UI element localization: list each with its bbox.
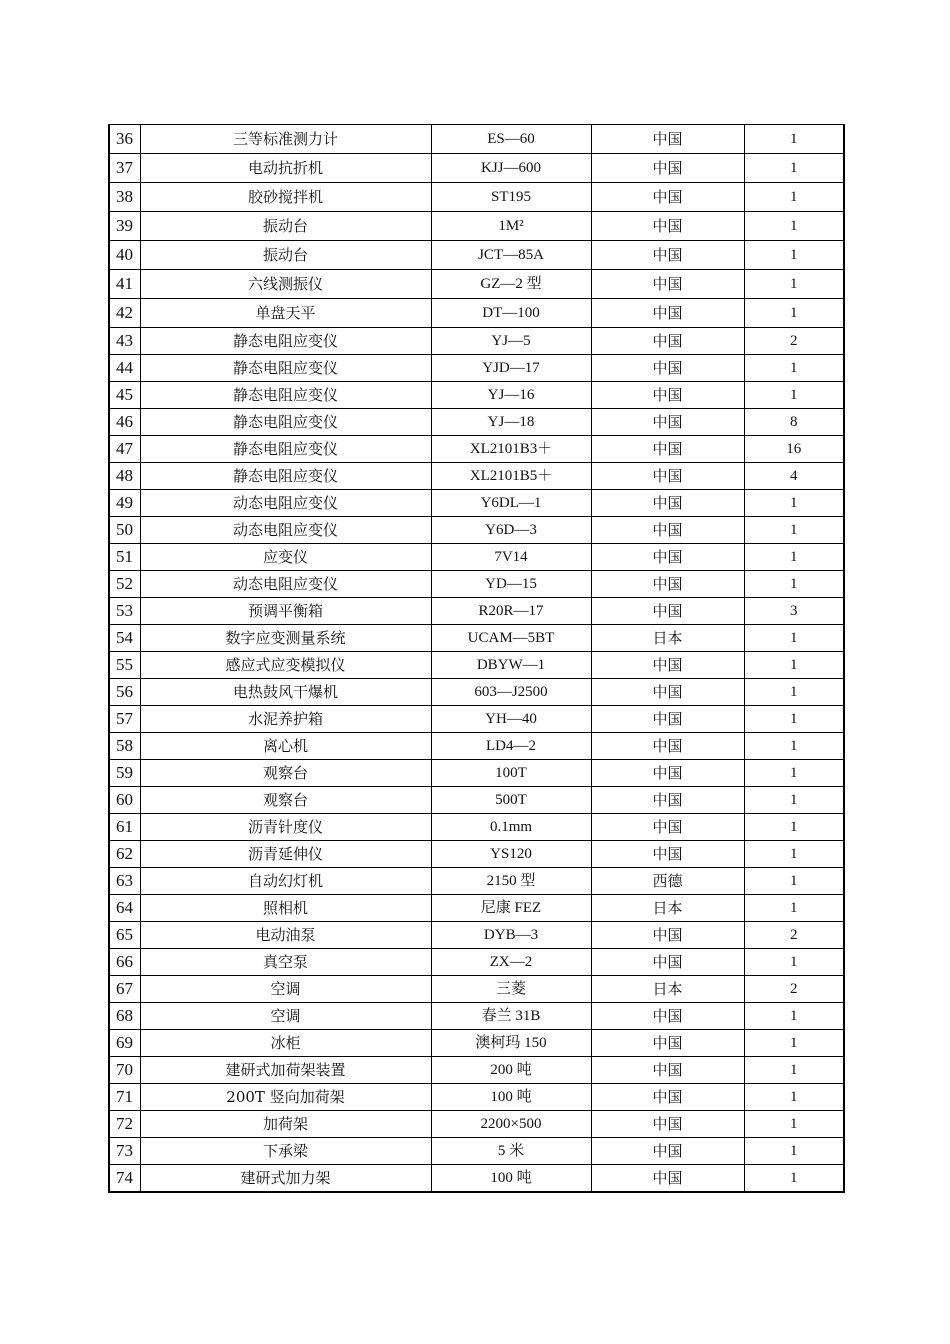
row-number-cell: 63 [109, 868, 140, 895]
quantity-cell: 1 [744, 760, 844, 787]
table-row [109, 436, 844, 463]
equipment-name-cell: 观察台 [140, 787, 431, 814]
quantity-cell: 1 [744, 787, 844, 814]
equipment-model-cell: 5 米 [431, 1138, 591, 1165]
row-number-cell: 42 [109, 299, 140, 328]
quantity-cell: 3 [744, 598, 844, 625]
quantity-cell: 1 [744, 841, 844, 868]
equipment-model-cell: UCAM—5BT [431, 625, 591, 652]
table-row [109, 299, 844, 328]
table-row [109, 1030, 844, 1057]
country-of-origin-cell: 中国 [591, 436, 744, 463]
row-number-cell: 38 [109, 183, 140, 212]
table-row [109, 733, 844, 760]
equipment-name-cell: 空调 [140, 976, 431, 1003]
row-number-cell: 36 [109, 125, 140, 154]
row-number-cell: 44 [109, 355, 140, 382]
row-number-cell: 51 [109, 544, 140, 571]
equipment-model-cell: 7V14 [431, 544, 591, 571]
country-of-origin-cell: 日本 [591, 625, 744, 652]
country-of-origin-cell: 中国 [591, 733, 744, 760]
equipment-model-cell: Y6DL—1 [431, 490, 591, 517]
row-number-cell: 59 [109, 760, 140, 787]
table-row [109, 976, 844, 1003]
equipment-model-cell: DT—100 [431, 299, 591, 328]
quantity-cell: 1 [744, 706, 844, 733]
quantity-cell: 1 [744, 299, 844, 328]
country-of-origin-cell: 日本 [591, 976, 744, 1003]
quantity-cell: 1 [744, 1084, 844, 1111]
equipment-name-cell: 沥青针度仪 [140, 814, 431, 841]
equipment-name-cell: 振动台 [140, 241, 431, 270]
equipment-name-cell: 建研式加荷架装置 [140, 1057, 431, 1084]
table-row [109, 652, 844, 679]
equipment-name-cell: 感应式应变模拟仪 [140, 652, 431, 679]
country-of-origin-cell: 中国 [591, 1057, 744, 1084]
table-row [109, 241, 844, 270]
country-of-origin-cell: 中国 [591, 760, 744, 787]
table-row [109, 517, 844, 544]
quantity-cell: 1 [744, 1111, 844, 1138]
country-of-origin-cell: 中国 [591, 463, 744, 490]
table-row [109, 183, 844, 212]
equipment-model-cell: 2200×500 [431, 1111, 591, 1138]
equipment-model-cell: DYB—3 [431, 922, 591, 949]
row-number-cell: 43 [109, 328, 140, 355]
row-number-cell: 53 [109, 598, 140, 625]
table-row [109, 490, 844, 517]
equipment-model-cell: R20R—17 [431, 598, 591, 625]
country-of-origin-cell: 中国 [591, 382, 744, 409]
equipment-name-cell: 200T 竖向加荷架 [140, 1084, 431, 1111]
equipment-model-cell: 三菱 [431, 976, 591, 1003]
country-of-origin-cell: 中国 [591, 1111, 744, 1138]
table-row [109, 328, 844, 355]
quantity-cell: 4 [744, 463, 844, 490]
quantity-cell: 2 [744, 976, 844, 1003]
row-number-cell: 50 [109, 517, 140, 544]
table-row [109, 571, 844, 598]
country-of-origin-cell: 西德 [591, 868, 744, 895]
quantity-cell: 16 [744, 436, 844, 463]
country-of-origin-cell: 中国 [591, 1030, 744, 1057]
row-number-cell: 57 [109, 706, 140, 733]
equipment-name-cell: 应变仪 [140, 544, 431, 571]
equipment-name-cell: 静态电阻应变仪 [140, 328, 431, 355]
country-of-origin-cell: 中国 [591, 1165, 744, 1193]
row-number-cell: 37 [109, 154, 140, 183]
row-number-cell: 39 [109, 212, 140, 241]
quantity-cell: 1 [744, 868, 844, 895]
row-number-cell: 74 [109, 1165, 140, 1193]
country-of-origin-cell: 中国 [591, 154, 744, 183]
equipment-name-cell: 离心机 [140, 733, 431, 760]
quantity-cell: 1 [744, 625, 844, 652]
quantity-cell: 1 [744, 125, 844, 154]
table-row [109, 679, 844, 706]
country-of-origin-cell: 中国 [591, 328, 744, 355]
equipment-model-cell: ES—60 [431, 125, 591, 154]
equipment-model-cell: 1M² [431, 212, 591, 241]
row-number-cell: 60 [109, 787, 140, 814]
country-of-origin-cell: 中国 [591, 1003, 744, 1030]
row-number-cell: 46 [109, 409, 140, 436]
table-row [109, 125, 844, 154]
country-of-origin-cell: 中国 [591, 679, 744, 706]
country-of-origin-cell: 中国 [591, 490, 744, 517]
quantity-cell: 1 [744, 241, 844, 270]
table-row [109, 212, 844, 241]
table-row [109, 922, 844, 949]
country-of-origin-cell: 中国 [591, 1084, 744, 1111]
table-row [109, 1138, 844, 1165]
row-number-cell: 45 [109, 382, 140, 409]
country-of-origin-cell: 中国 [591, 125, 744, 154]
table-row [109, 868, 844, 895]
equipment-model-cell: 尼康 FEZ [431, 895, 591, 922]
equipment-model-cell: YJ—18 [431, 409, 591, 436]
quantity-cell: 2 [744, 922, 844, 949]
equipment-model-cell: XL2101B3＋ [431, 436, 591, 463]
row-number-cell: 55 [109, 652, 140, 679]
quantity-cell: 1 [744, 571, 844, 598]
row-number-cell: 70 [109, 1057, 140, 1084]
quantity-cell: 1 [744, 490, 844, 517]
equipment-name-cell: 观察台 [140, 760, 431, 787]
row-number-cell: 71 [109, 1084, 140, 1111]
country-of-origin-cell: 中国 [591, 270, 744, 299]
equipment-model-cell: YJ—16 [431, 382, 591, 409]
equipment-name-cell: 静态电阻应变仪 [140, 463, 431, 490]
equipment-name-cell: 动态电阻应变仪 [140, 571, 431, 598]
country-of-origin-cell: 中国 [591, 1138, 744, 1165]
country-of-origin-cell: 中国 [591, 652, 744, 679]
row-number-cell: 48 [109, 463, 140, 490]
equipment-name-cell: 胶砂搅拌机 [140, 183, 431, 212]
table-row [109, 706, 844, 733]
table-row [109, 625, 844, 652]
equipment-name-cell: 动态电阻应变仪 [140, 490, 431, 517]
equipment-name-cell: 六线测振仪 [140, 270, 431, 299]
table-row [109, 814, 844, 841]
equipment-table-body [109, 125, 844, 1193]
table-row [109, 895, 844, 922]
equipment-model-cell: 0.1mm [431, 814, 591, 841]
table-row [109, 841, 844, 868]
equipment-model-cell: ZX—2 [431, 949, 591, 976]
country-of-origin-cell: 中国 [591, 814, 744, 841]
equipment-name-cell: 预调平衡箱 [140, 598, 431, 625]
equipment-model-cell: ST195 [431, 183, 591, 212]
equipment-model-cell: 澳柯玛 150 [431, 1030, 591, 1057]
quantity-cell: 1 [744, 382, 844, 409]
country-of-origin-cell: 中国 [591, 598, 744, 625]
equipment-name-cell: 空调 [140, 1003, 431, 1030]
equipment-model-cell: JCT—85A [431, 241, 591, 270]
row-number-cell: 61 [109, 814, 140, 841]
equipment-name-cell: 三等标准测力计 [140, 125, 431, 154]
equipment-name-cell: 建研式加力架 [140, 1165, 431, 1193]
country-of-origin-cell: 日本 [591, 895, 744, 922]
equipment-model-cell: GZ—2 型 [431, 270, 591, 299]
equipment-model-cell: YJD—17 [431, 355, 591, 382]
equipment-model-cell: YJ—5 [431, 328, 591, 355]
quantity-cell: 1 [744, 355, 844, 382]
quantity-cell: 1 [744, 652, 844, 679]
country-of-origin-cell: 中国 [591, 183, 744, 212]
quantity-cell: 1 [744, 270, 844, 299]
equipment-name-cell: 数字应变测量系统 [140, 625, 431, 652]
country-of-origin-cell: 中国 [591, 355, 744, 382]
table-row [109, 544, 844, 571]
equipment-name-cell: 自动幻灯机 [140, 868, 431, 895]
table-row [109, 409, 844, 436]
quantity-cell: 1 [744, 814, 844, 841]
equipment-name-cell: 电动油泵 [140, 922, 431, 949]
equipment-name-cell: 静态电阻应变仪 [140, 355, 431, 382]
table-row [109, 949, 844, 976]
row-number-cell: 52 [109, 571, 140, 598]
equipment-name-cell: 水泥养护箱 [140, 706, 431, 733]
equipment-model-cell: 春兰 31B [431, 1003, 591, 1030]
table-row [109, 787, 844, 814]
row-number-cell: 69 [109, 1030, 140, 1057]
country-of-origin-cell: 中国 [591, 409, 744, 436]
table-row [109, 598, 844, 625]
equipment-model-cell: DBYW—1 [431, 652, 591, 679]
table-row [109, 1111, 844, 1138]
row-number-cell: 68 [109, 1003, 140, 1030]
row-number-cell: 40 [109, 241, 140, 270]
country-of-origin-cell: 中国 [591, 841, 744, 868]
equipment-table [108, 124, 845, 1193]
row-number-cell: 72 [109, 1111, 140, 1138]
quantity-cell: 1 [744, 1138, 844, 1165]
equipment-model-cell: XL2101B5＋ [431, 463, 591, 490]
equipment-model-cell: YS120 [431, 841, 591, 868]
equipment-name-cell: 下承梁 [140, 1138, 431, 1165]
country-of-origin-cell: 中国 [591, 241, 744, 270]
country-of-origin-cell: 中国 [591, 212, 744, 241]
equipment-model-cell: 603—J2500 [431, 679, 591, 706]
country-of-origin-cell: 中国 [591, 787, 744, 814]
row-number-cell: 54 [109, 625, 140, 652]
country-of-origin-cell: 中国 [591, 922, 744, 949]
country-of-origin-cell: 中国 [591, 517, 744, 544]
quantity-cell: 1 [744, 1057, 844, 1084]
quantity-cell: 1 [744, 949, 844, 976]
row-number-cell: 49 [109, 490, 140, 517]
equipment-name-cell: 沥青延伸仪 [140, 841, 431, 868]
quantity-cell: 1 [744, 895, 844, 922]
equipment-model-cell: 100T [431, 760, 591, 787]
equipment-name-cell: 电热鼓风干爆机 [140, 679, 431, 706]
equipment-name-cell: 冰柜 [140, 1030, 431, 1057]
row-number-cell: 56 [109, 679, 140, 706]
equipment-model-cell: 2150 型 [431, 868, 591, 895]
row-number-cell: 47 [109, 436, 140, 463]
equipment-name-cell: 静态电阻应变仪 [140, 436, 431, 463]
equipment-model-cell: 200 吨 [431, 1057, 591, 1084]
table-row [109, 355, 844, 382]
row-number-cell: 66 [109, 949, 140, 976]
equipment-model-cell: YD—15 [431, 571, 591, 598]
table-row [109, 463, 844, 490]
row-number-cell: 41 [109, 270, 140, 299]
quantity-cell: 1 [744, 183, 844, 212]
equipment-model-cell: LD4—2 [431, 733, 591, 760]
table-row [109, 1165, 844, 1193]
country-of-origin-cell: 中国 [591, 949, 744, 976]
quantity-cell: 1 [744, 1003, 844, 1030]
quantity-cell: 1 [744, 212, 844, 241]
equipment-name-cell: 单盘天平 [140, 299, 431, 328]
table-row [109, 382, 844, 409]
row-number-cell: 58 [109, 733, 140, 760]
equipment-model-cell: YH—40 [431, 706, 591, 733]
equipment-name-cell: 振动台 [140, 212, 431, 241]
equipment-model-cell: 100 吨 [431, 1084, 591, 1111]
equipment-name-cell: 照相机 [140, 895, 431, 922]
table-row [109, 760, 844, 787]
row-number-cell: 73 [109, 1138, 140, 1165]
equipment-model-cell: KJJ—600 [431, 154, 591, 183]
equipment-model-cell: 100 吨 [431, 1165, 591, 1193]
table-row [109, 270, 844, 299]
quantity-cell: 8 [744, 409, 844, 436]
country-of-origin-cell: 中国 [591, 544, 744, 571]
quantity-cell: 2 [744, 328, 844, 355]
quantity-cell: 1 [744, 679, 844, 706]
equipment-name-cell: 真空泵 [140, 949, 431, 976]
country-of-origin-cell: 中国 [591, 706, 744, 733]
quantity-cell: 1 [744, 733, 844, 760]
row-number-cell: 67 [109, 976, 140, 1003]
table-row [109, 1003, 844, 1030]
equipment-name-cell: 电动抗折机 [140, 154, 431, 183]
equipment-name-cell: 动态电阻应变仪 [140, 517, 431, 544]
table-row [109, 1084, 844, 1111]
table-row [109, 154, 844, 183]
country-of-origin-cell: 中国 [591, 571, 744, 598]
quantity-cell: 1 [744, 517, 844, 544]
quantity-cell: 1 [744, 154, 844, 183]
equipment-model-cell: 500T [431, 787, 591, 814]
equipment-name-cell: 静态电阻应变仪 [140, 382, 431, 409]
row-number-cell: 64 [109, 895, 140, 922]
country-of-origin-cell: 中国 [591, 299, 744, 328]
quantity-cell: 1 [744, 544, 844, 571]
row-number-cell: 65 [109, 922, 140, 949]
equipment-name-cell: 加荷架 [140, 1111, 431, 1138]
table-row [109, 1057, 844, 1084]
quantity-cell: 1 [744, 1165, 844, 1193]
row-number-cell: 62 [109, 841, 140, 868]
equipment-name-cell: 静态电阻应变仪 [140, 409, 431, 436]
quantity-cell: 1 [744, 1030, 844, 1057]
equipment-model-cell: Y6D—3 [431, 517, 591, 544]
